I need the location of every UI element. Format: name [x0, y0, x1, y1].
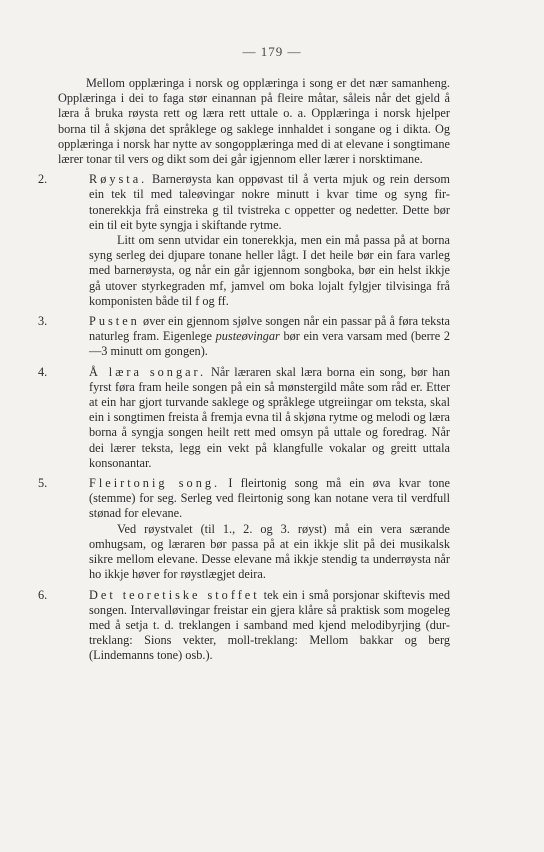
intro-paragraph: Mellom opplæringa i norsk og opplæringa i song er det nær samanheng. Opplæringa i dei to faga stør einannan på fleire måtar, såleis når det gjeld å læra å bruka røysta rett og læra rett uttale o. a. Opplæringa i norsk hjelper borna til å skjøna det språklege og saklege innhaldet i songane og i dikta. Og opplæringa i norsk har nytte av songopplæringa med di at elevane i songtimane lærer tonar til vers og dikt som dei går igjennom eller lærer i norsktimane. — [58, 76, 450, 167]
section-4-learning-songs — [38, 364, 450, 471]
section-paragraph — [89, 476, 450, 522]
section-paragraph — [89, 314, 450, 360]
section-number: 5. — [38, 476, 48, 491]
section-paragraph — [89, 365, 450, 471]
section-number: 6. — [38, 587, 48, 602]
section-title: Å læra songar. — [89, 364, 207, 379]
section-number: 2. — [38, 172, 48, 187]
page-body — [38, 76, 450, 664]
section-number: 4. — [38, 364, 48, 379]
section-2-voice — [38, 172, 450, 309]
section-title: Pusten — [89, 314, 140, 329]
section-paragraph-2: Ved røystvalet (til 1., 2. og 3. røyst) må ein vera særande omhugsam, og læraren bør passa på at ein ikkje slit på dei musikalsk sikre mellom elevane. Desse elevane må ikkje stendig ta underrøysta når ho ikkje høver for røystlægjet deira. — [89, 521, 450, 582]
section-5-polyphonic-song — [38, 476, 450, 582]
emphasized-term: pusteøvingar — [215, 329, 280, 344]
section-number: 3. — [38, 314, 48, 329]
section-text: tek ein i små porsjonar skiftevis med songen. Intervalløvingar freistar ein gjera klåre så praktisk som mogeleg med å setja t. d. treklangen i samband med kjend melodibyrjing (dur-treklang: Sions vekter, moll-treklang: Mellom bakkar og berg (Lindemanns tone) osb.). — [89, 587, 450, 663]
section-title: Det teoretiske stoffet — [89, 587, 260, 602]
section-paragraph — [89, 172, 450, 233]
section-title: Fleirtonig song. — [89, 476, 221, 491]
section-text: Når læraren skal læra borna ein song, bør han fyrst føra fram heile songen på ein så mønstergild måte som råd er. Etter at ein har gjort turvande saklege og språklege utgreiingar om teksta, skal ein i songtimen freista å fremja evna til å skjøna rytme og melodi og læra borna å syngja songen heilt rett med omsyn på uttale og foredrag. Når dei lærer teksta, legg ein vekt på klangfulle vokalar og greitt uttala konsonantar. — [89, 364, 450, 470]
page-number: — 179 — — [242, 44, 302, 59]
section-text: I fleirtonig song må ein øva kvar tone (stemme) for seg. Serleg ved fleirtonig song kan notane vera til verdfull stønad for elevane. — [89, 476, 450, 521]
section-text-cont: bør ein vera varsam med (berre 2—3 minutt om gongen). — [89, 329, 450, 359]
section-3-breath — [38, 314, 450, 360]
section-6-theory — [38, 587, 450, 664]
section-paragraph — [89, 588, 450, 664]
section-title: Røysta. — [89, 172, 148, 187]
section-paragraph-2: Litt om senn utvidar ein tonerekkja, men ein må passa på at borna syng serleg dei djupare tonane heller lågt. I det heile bør ein fara varleg med barnerøysta, og når ein går igjennom songboka, bør ein helst ikkje gå utover styrkegraden mf, jamvel om boka lojalt fylgjer tilvisinga frå komponisten både til f og ff. — [89, 233, 450, 308]
section-text: øver ein gjennom sjølve songen når ein passar på å føra teksta naturleg fram. Eigenlege — [89, 314, 450, 344]
section-text: Barnerøysta kan oppøvast til å verta mjuk og rein dersom ein tek til med taleøvingar nokre minutt i kvar time og syng fir-tonerekkja frå einstreka g til tvistreka c oppetter og nedetter. Dette bør ein til eit byte syngja i skiftande rytme. — [89, 172, 450, 232]
